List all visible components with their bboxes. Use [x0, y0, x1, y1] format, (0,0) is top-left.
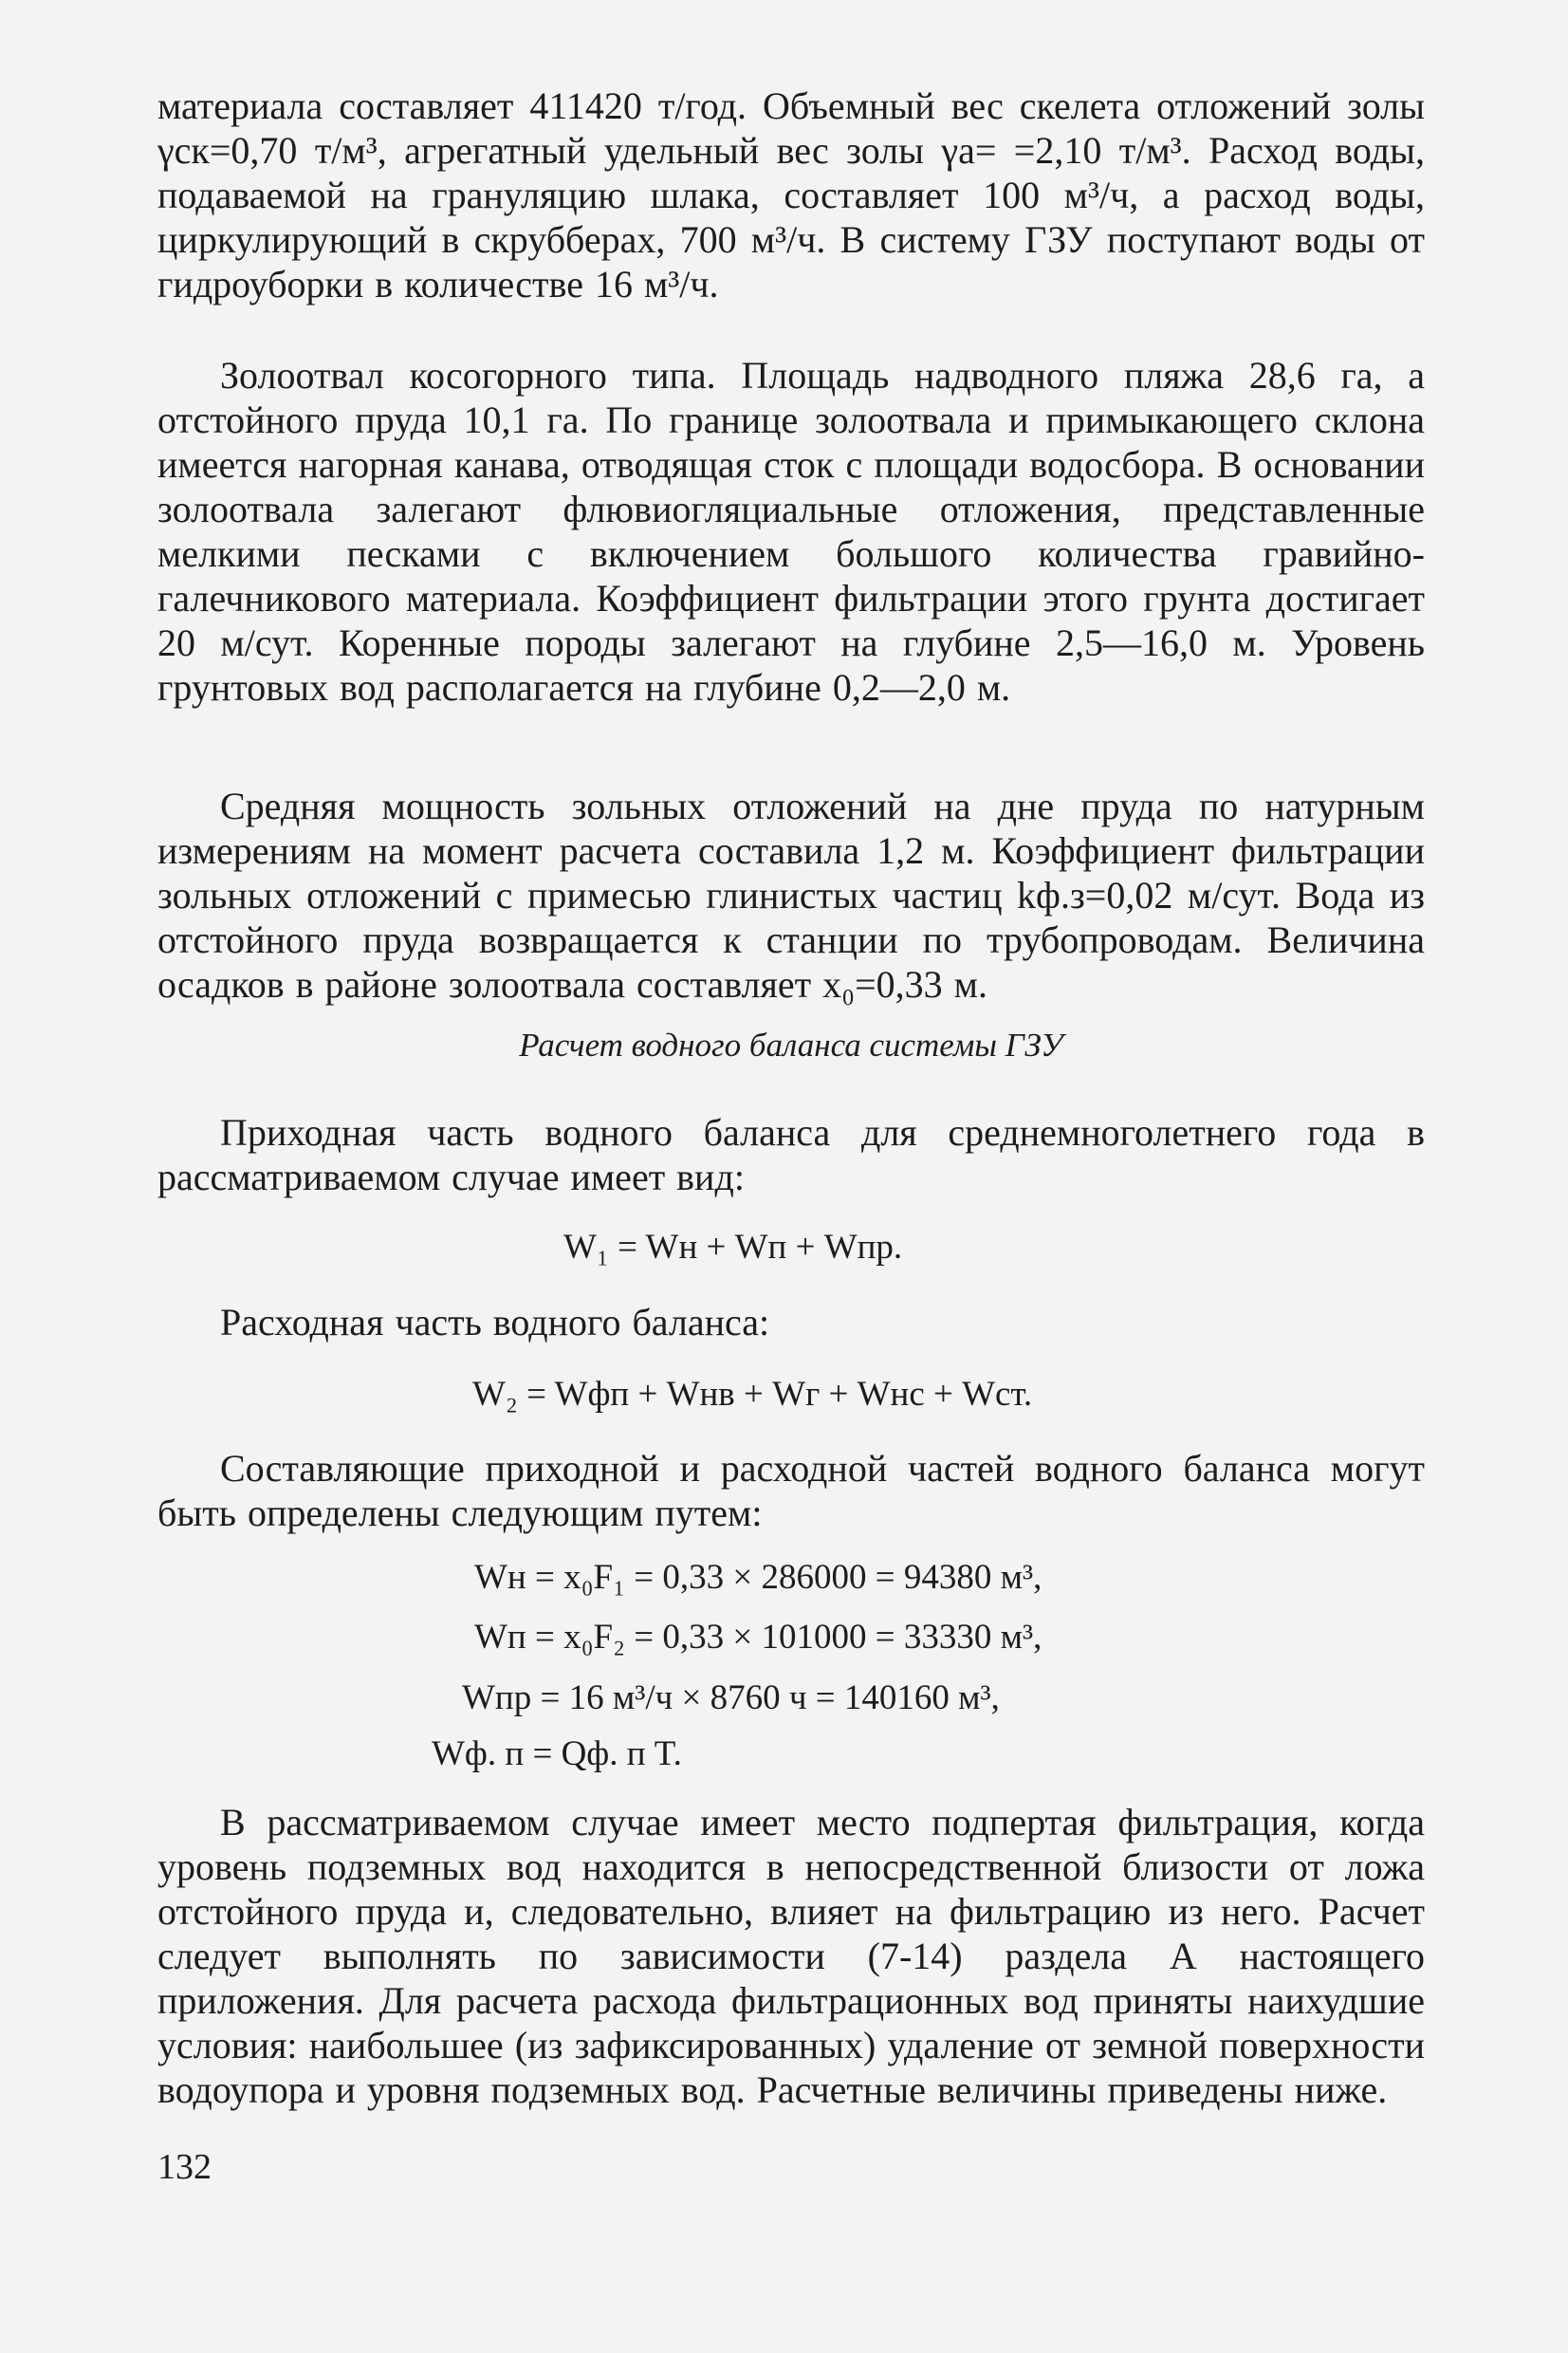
paragraph-expense-part: Расходная часть водного баланса:: [220, 1301, 770, 1343]
formula-wpr: Wпр = 16 м³/ч × 8760 ч = 140160 м³,: [462, 1678, 1000, 1717]
paragraph-ash-deposits: Средняя мощность зольных отложений на дне пруда по натурным измерениям на момент расчета составила 1,2 м. Коэффициент фильтрации зольных отложений с примесью глинистых частиц kф.з=0,02 м/сут. Вода из отстойного пруда возвращается к станции по трубопроводам. Величина осадков в районе золоотвала составляет x₀=0,33 м.: [157, 785, 1425, 1006]
formula-wn: Wн = x₀F₁ = 0,33 × 286000 = 94380 м³,: [474, 1558, 1042, 1597]
formula-wp: Wп = x₀F₂ = 0,33 × 101000 = 33330 м³,: [474, 1618, 1042, 1657]
paragraph-ash-dump: Золоотвал косогорного типа. Площадь надводного пляжа 28,6 га, а отстойного пруда 10,1 га. По границе золоотвала и примыкающего склона имеется нагорная канава, отводящая сток с площади водосбора. В основании золоотвала залегают флювиогляциальные отложения, представленные мелкими песками с включением большого количества гравийно-галечникового материала. Коэффициент фильтрации этого грунта достигает 20 м/сут. Коренные породы залегают на глубине 2,5—16,0 м. Уровень грунтовых вод располагается на глубине 0,2—2,0 м.: [157, 354, 1425, 709]
paragraph-filtration: В рассматриваемом случае имеет место подпертая фильтрация, когда уровень подземных вод находится в непосредственной близости от ложа отстойного пруда и, следовательно, влияет на фильтрацию из него. Расчет следует выполнять по зависимости (7-14) раздела А настоящего приложения. Для расчета расхода фильтрационных вод приняты наихудшие условия: наибольшее (из зафиксированных) удаление от земной поверхности водоупора и уровня подземных вод. Расчетные величины приведены ниже.: [157, 1801, 1425, 2111]
paragraph-income-part: Приходная часть водного баланса для среднемноголетнего года в рассматриваемом случае имеет вид:: [157, 1111, 1425, 1198]
formula-w1: W₁ = Wн + Wп + Wпр.: [563, 1228, 903, 1267]
formula-wfp: Wф. п = Qф. п T.: [432, 1734, 682, 1773]
section-heading: Расчет водного баланса системы ГЗУ: [519, 1027, 1063, 1064]
formula-w2: W₂ = Wфп + Wнв + Wг + Wнс + Wст.: [472, 1375, 1033, 1414]
paragraph-materials: материала составляет 411420 т/год. Объемный вес скелета отложений золы γск=0,70 т/м³, агрегатный удельный вес золы γа= =2,10 т/м³. Расход воды, подаваемой на грануляцию шлака, составляет 100 м³/ч, а расход воды, циркулирующий в скрубберах, 700 м³/ч. В систему ГЗУ поступают воды от гидроуборки в количестве 16 м³/ч.: [157, 84, 1425, 306]
paragraph-components: Составляющие приходной и расходной частей водного баланса могут быть определены следующим путем:: [157, 1447, 1425, 1534]
page-number: 132: [157, 2147, 212, 2187]
